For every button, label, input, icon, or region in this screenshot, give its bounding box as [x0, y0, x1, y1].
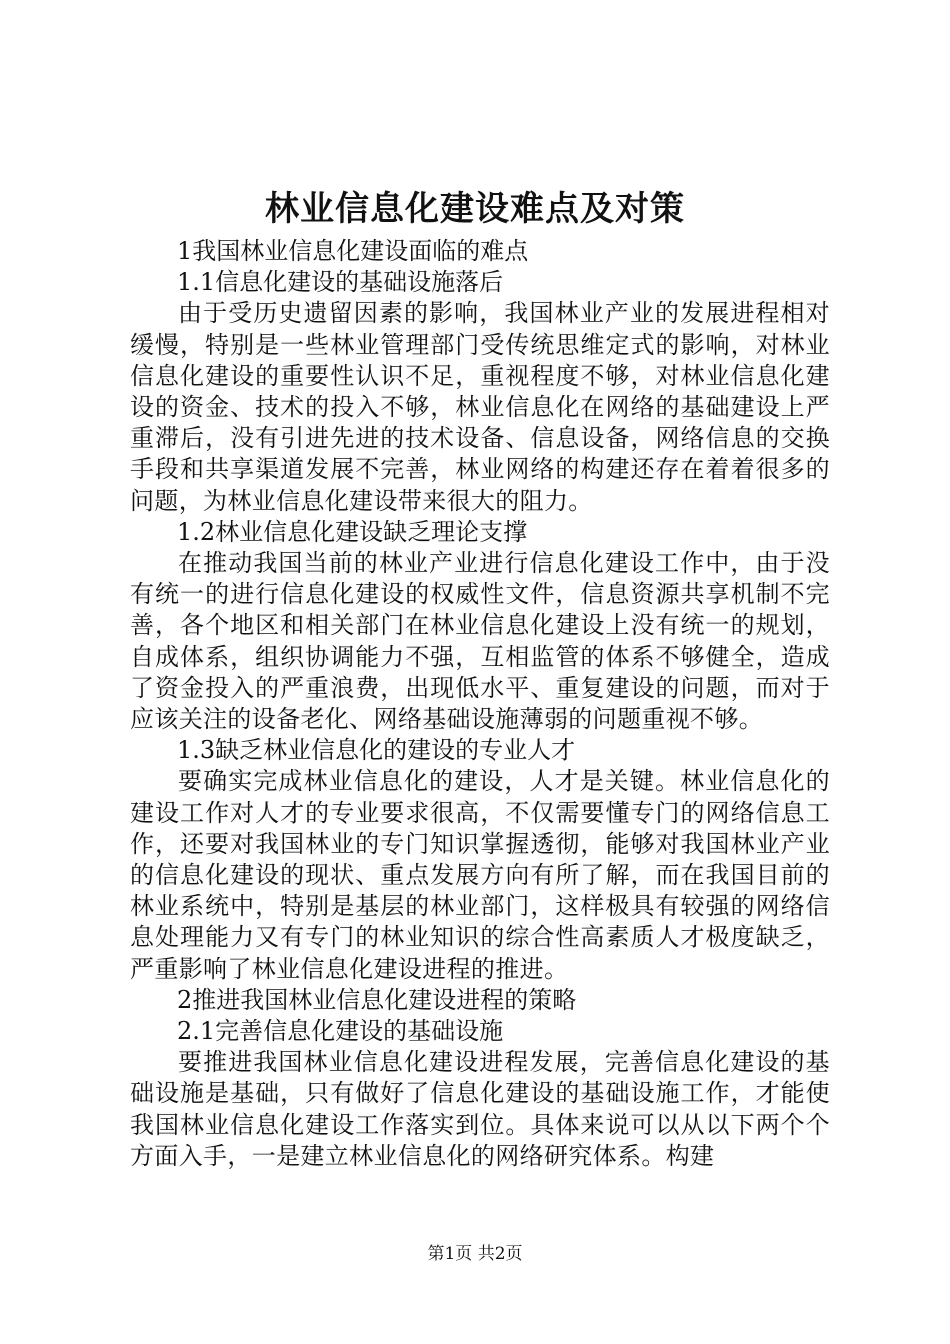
- document-body: [130, 236, 830, 1172]
- section-heading-1-1: 1.1信息化建设的基础设施落后: [177, 268, 504, 297]
- paragraph-1-3: 要确实完成林业信息化的建设，人才是关键。林业信息化的建设工作对人才的专业要求很高，不仅需要懂专门的网络信息工作，还要对我国林业的专门知识掌握透彻，能够对我国林业产业的信息化建设的现状、重点发展方向有所了解，而在我国目前的林业系统中，特别是基层的林业部门，这样极具有较强的网络信息处理能力又有专门的林业知识的综合性高素质人才极度缺乏，严重影响了林业信息化建设进程的推进。: [130, 767, 830, 983]
- paragraph-2-1: 要推进我国林业信息化建设进程发展，完善信息化建设的基础设施是基础，只有做好了信息化建设的基础设施工作，才能使我国林业信息化建设工作落实到位。具体来说可以从以下两个个方面入手，一是建立林业信息化的网络研究体系。构建: [130, 1048, 830, 1170]
- section-heading-2-1: 2.1完善信息化建设的基础设施: [177, 1017, 504, 1046]
- document-title: 林业信息化建设难点及对策: [265, 189, 685, 229]
- section-heading-1: 1我国林业信息化建设面临的难点: [177, 237, 529, 265]
- paragraph-1-1: 由于受历史遗留因素的影响，我国林业产业的发展进程相对缓慢，特别是一些林业管理部门受传统思维定式的影响，对林业信息化建设的重要性认识不足，重视程度不够，对林业信息化建设的资金、技术的投入不够，林业信息化在网络的基础建设上严重滞后，没有引进先进的技术设备、信息设备，网络信息的交换手段和共享渠道发展不完善，林业网络的构建还存在着着很多的问题，为林业信息化建设带来很大的阻力。: [130, 299, 830, 515]
- page-footer: 第1页 共2页: [427, 1244, 523, 1264]
- section-heading-2: 2推进我国林业信息化建设进程的策略: [177, 985, 577, 1014]
- section-heading-1-2: 1.2林业信息化建设缺乏理论支撑: [177, 517, 528, 546]
- paragraph-1-2: 在推动我国当前的林业产业进行信息化建设工作中，由于没有统一的进行信息化建设的权威性文件，信息资源共享机制不完善，各个地区和相关部门在林业信息化建设上没有统一的规划，自成体系，组织协调能力不强，互相监管的体系不够健全，造成了资金投入的严重浪费，出现低水平、重复建设的问题，而对于应该关注的设备老化、网络基础设施薄弱的问题重视不够。: [130, 549, 830, 734]
- section-heading-1-3: 1.3缺乏林业信息化的建设的专业人才: [177, 736, 576, 765]
